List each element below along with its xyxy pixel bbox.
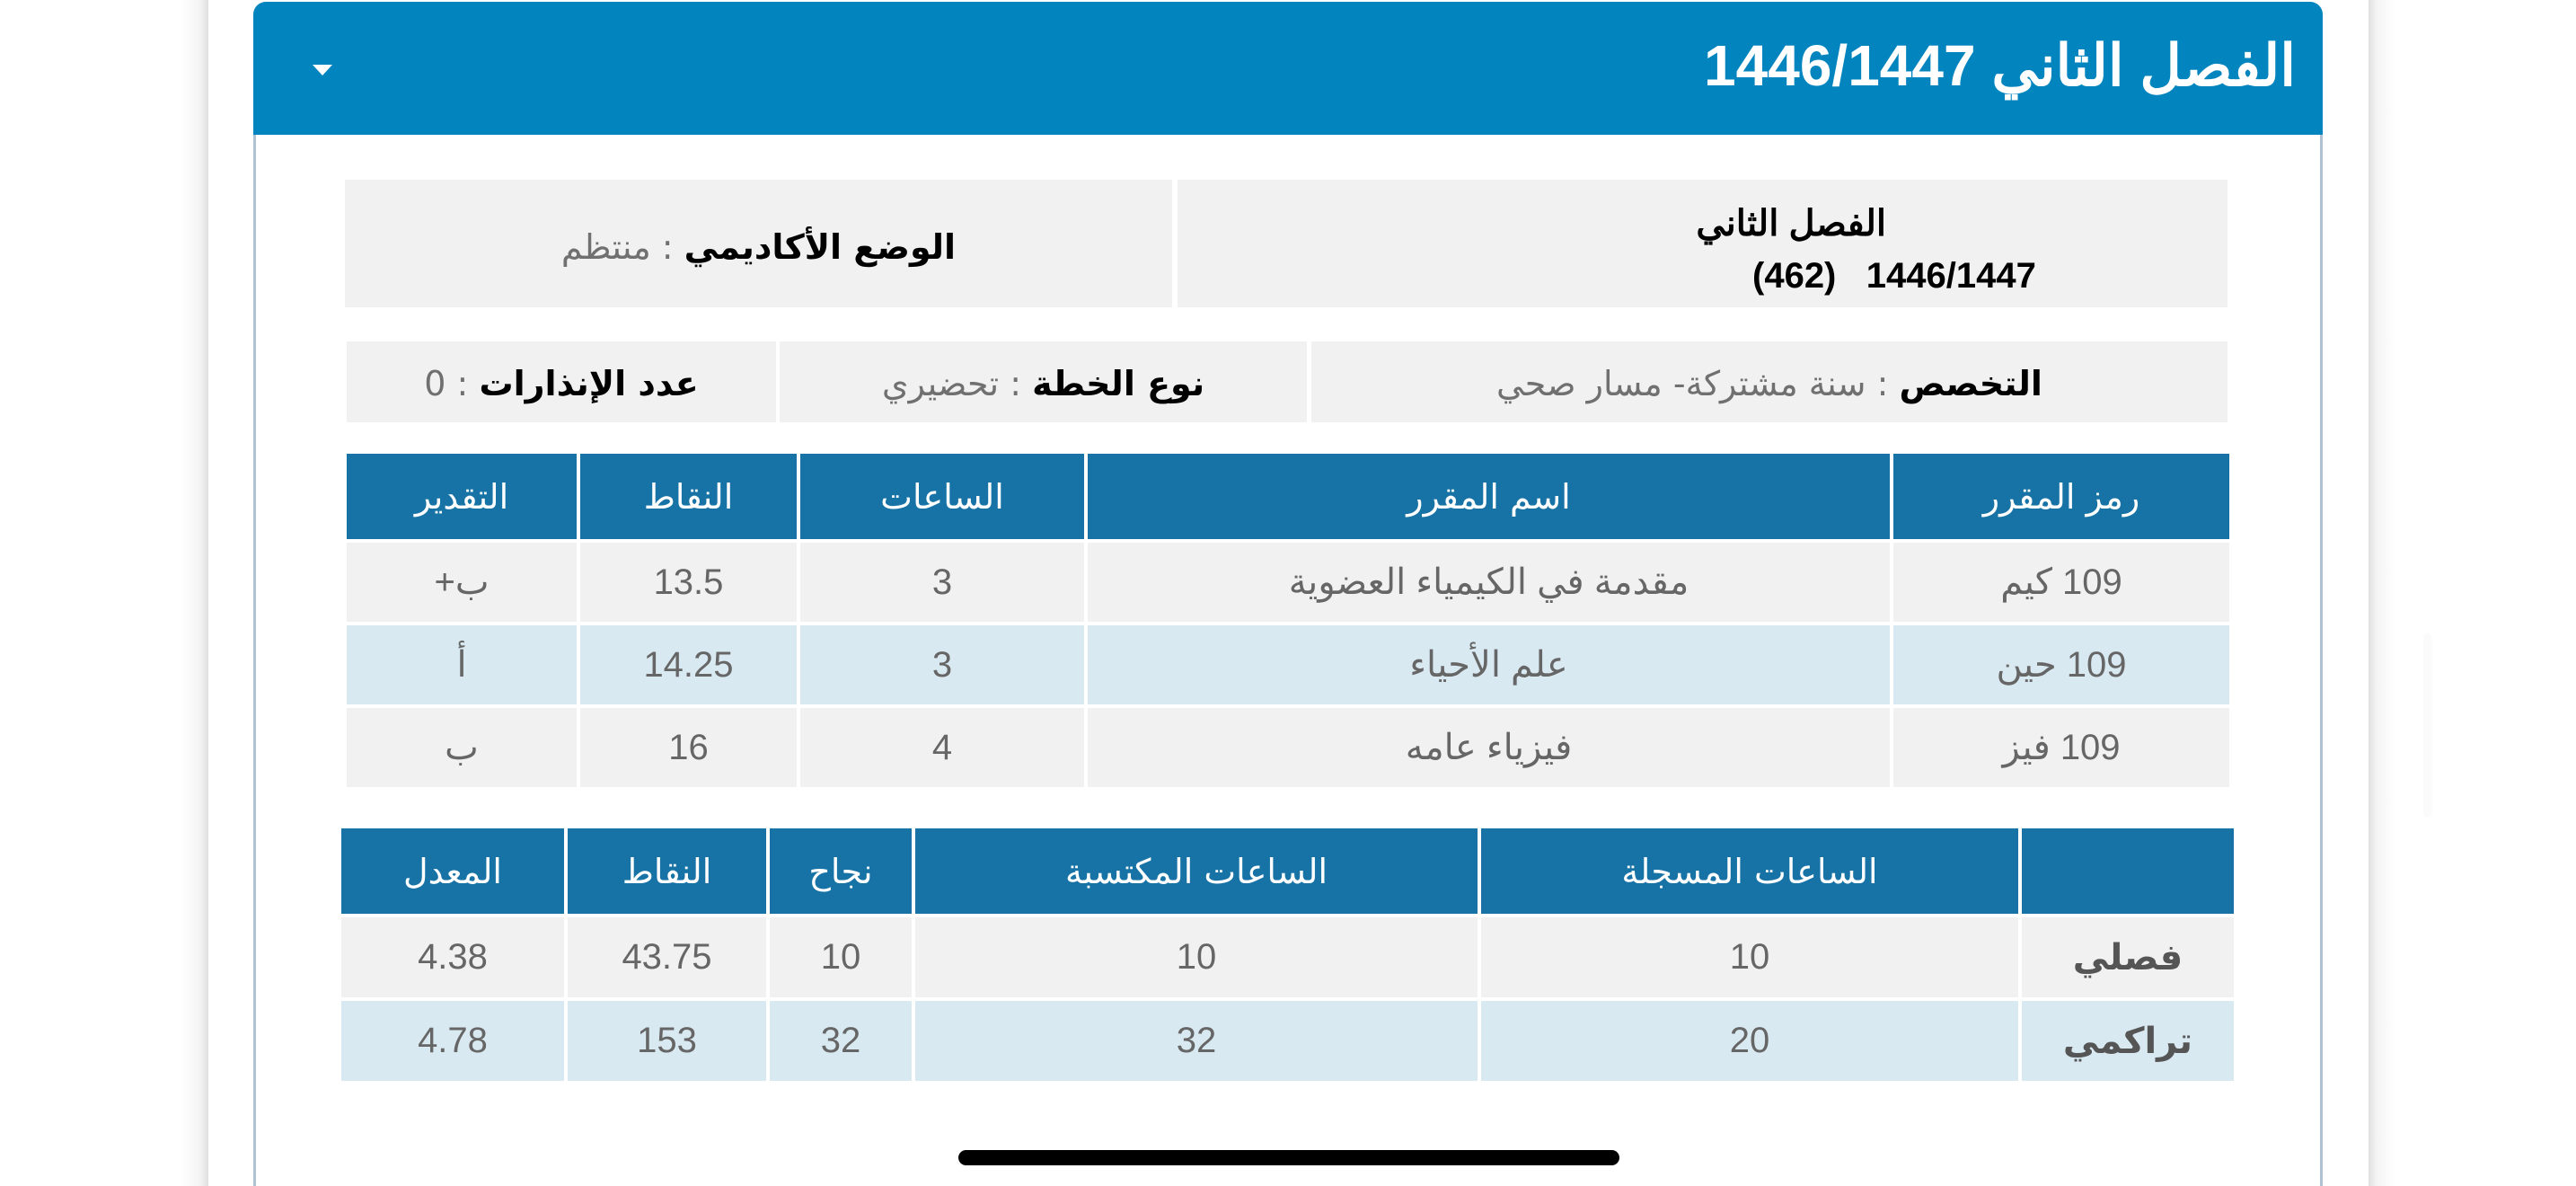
plan-type-label: نوع الخطة xyxy=(1032,364,1205,403)
panel-title: الفصل الثاني 1446/1447 xyxy=(1704,33,2296,98)
summary-row-term xyxy=(341,914,2234,997)
col-registered-hours[interactable]: الساعات المسجلة xyxy=(1478,828,2018,914)
points: 153 xyxy=(564,997,766,1081)
academic-status xyxy=(345,180,1172,307)
term-year: 1446/1447 xyxy=(1866,256,2036,296)
separator: : xyxy=(1010,364,1022,403)
term-panel-header[interactable] xyxy=(253,2,2323,135)
course-row xyxy=(347,704,2229,787)
course-hours: 4 xyxy=(797,704,1084,787)
term-year-line xyxy=(1402,250,2228,302)
plan-type-box xyxy=(780,341,1307,422)
col-row-label xyxy=(2018,828,2234,914)
passed-hours: 32 xyxy=(766,997,912,1081)
gpa: 4.78 xyxy=(341,997,564,1081)
term-info-box xyxy=(1178,180,2228,307)
term-heading xyxy=(1178,198,2228,302)
course-row xyxy=(347,539,2229,622)
course-code: 109 حين xyxy=(1890,622,2229,704)
scrollbar[interactable] xyxy=(2423,633,2432,818)
course-grade: أ xyxy=(347,622,577,704)
page-shadow-right xyxy=(2369,0,2395,1186)
earned-hours: 32 xyxy=(912,997,1478,1081)
academic-status-label: الوضع الأكاديمي xyxy=(684,227,957,267)
academic-status-value: منتظم xyxy=(560,227,651,267)
gpa: 4.38 xyxy=(341,914,564,997)
course-grade: ب+ xyxy=(347,539,577,622)
term-code: (462) xyxy=(1752,256,1837,296)
separator: : xyxy=(1876,364,1889,403)
col-grade[interactable]: التقدير xyxy=(347,454,577,539)
col-earned-hours[interactable]: الساعات المكتسبة xyxy=(912,828,1478,914)
course-hours: 3 xyxy=(797,622,1084,704)
col-hours[interactable]: الساعات xyxy=(797,454,1084,539)
registered-hours: 10 xyxy=(1478,914,2018,997)
course-code: 109 كيم xyxy=(1890,539,2229,622)
course-grade: ب xyxy=(347,704,577,787)
course-points: 13.5 xyxy=(577,539,797,622)
course-points: 14.25 xyxy=(577,622,797,704)
term-name: الفصل الثاني xyxy=(1696,204,1886,243)
separator: : xyxy=(661,227,674,267)
caret-down-icon[interactable] xyxy=(313,65,332,75)
warnings-box xyxy=(347,341,776,422)
col-course-name[interactable]: اسم المقرر xyxy=(1084,454,1890,539)
points: 43.75 xyxy=(564,914,766,997)
major-box xyxy=(1311,341,2228,422)
col-gpa[interactable]: المعدل xyxy=(341,828,564,914)
earned-hours: 10 xyxy=(912,914,1478,997)
course-code: 109 فيز xyxy=(1890,704,2229,787)
course-name: مقدمة في الكيمياء العضوية xyxy=(1084,539,1890,622)
summary-row-cumulative xyxy=(341,997,2234,1081)
home-indicator[interactable] xyxy=(958,1150,1619,1165)
academic-status-box xyxy=(345,180,1172,307)
course-name: علم الأحياء xyxy=(1084,622,1890,704)
gpa-summary-table xyxy=(341,828,2234,1081)
courses-header-row xyxy=(347,454,2229,539)
major-value: سنة مشتركة- مسار صحي xyxy=(1496,364,1866,403)
col-points[interactable]: النقاط xyxy=(577,454,797,539)
row-label: فصلي xyxy=(2018,914,2234,997)
separator: : xyxy=(456,364,469,403)
col-points[interactable]: النقاط xyxy=(564,828,766,914)
registered-hours: 20 xyxy=(1478,997,2018,1081)
col-course-code[interactable]: رمز المقرر xyxy=(1890,454,2229,539)
row-label: تراكمي xyxy=(2018,997,2234,1081)
course-points: 16 xyxy=(577,704,797,787)
course-name: فيزياء عامه xyxy=(1084,704,1890,787)
page-shadow-left xyxy=(180,0,208,1186)
major-label: التخصص xyxy=(1899,364,2042,403)
course-hours: 3 xyxy=(797,539,1084,622)
warnings xyxy=(347,341,776,422)
col-passed[interactable]: نجاح xyxy=(766,828,912,914)
course-row xyxy=(347,622,2229,704)
warnings-label: عدد الإنذارات xyxy=(479,364,699,403)
plan-type-value: تحضيري xyxy=(881,364,1000,403)
courses-table xyxy=(347,454,2229,787)
warnings-value: 0 xyxy=(424,364,446,403)
plan-type xyxy=(780,341,1307,422)
major xyxy=(1311,341,2228,422)
summary-header-row xyxy=(341,828,2234,914)
passed-hours: 10 xyxy=(766,914,912,997)
